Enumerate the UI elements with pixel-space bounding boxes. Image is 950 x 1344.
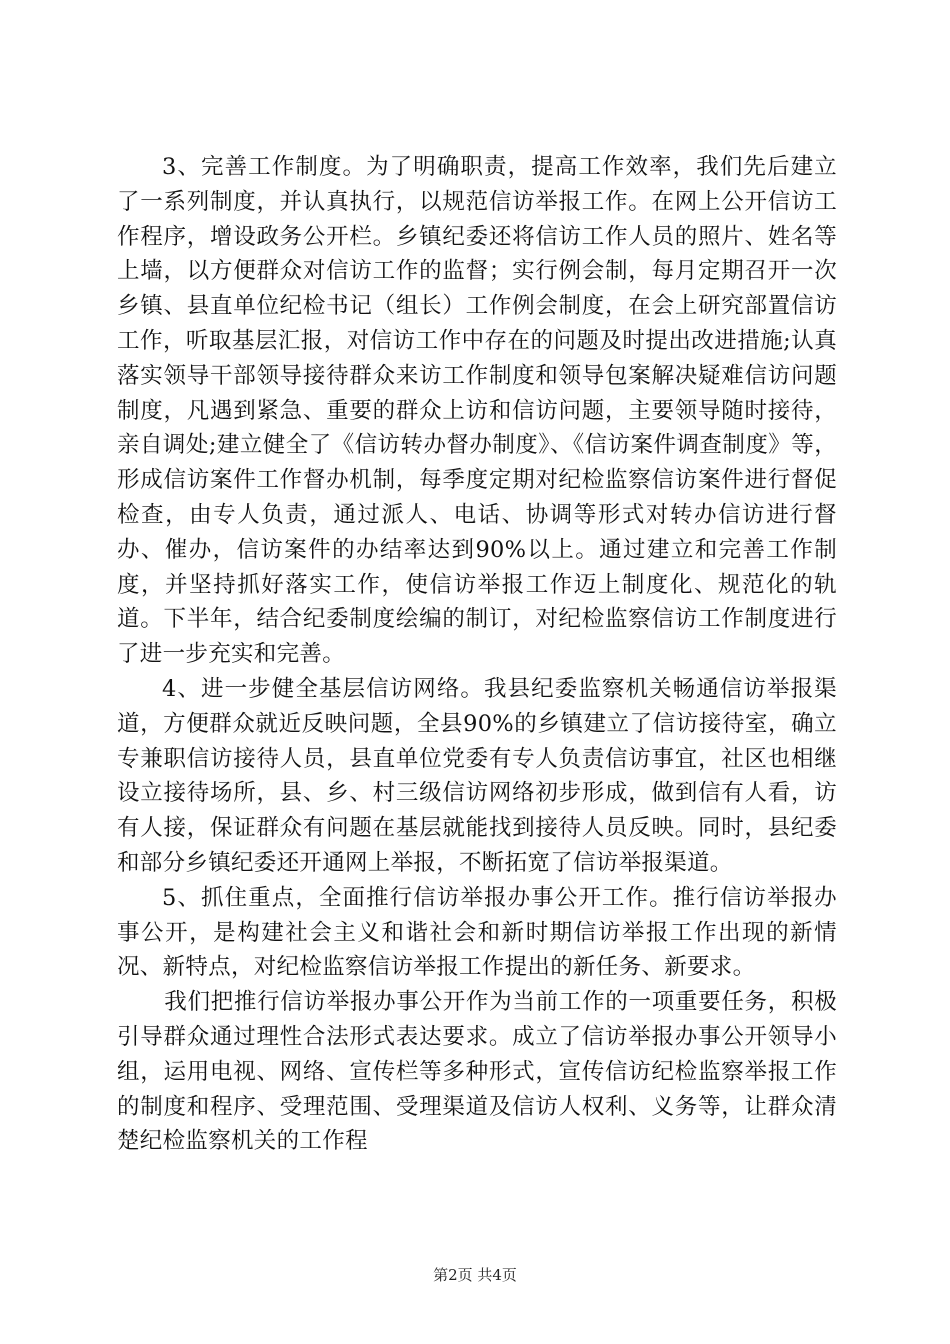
- paragraph-grassroots-network: 4、进一步健全基层信访网络。我县纪委监察机关畅通信访举报渠道，方便群众就近反映问题，全县90%的乡镇建立了信访接待室，确立专兼职信访接待人员，县直单位党委有专人负责信访事宜，社区也相继设立接待场所，县、乡、村三级信访网络初步形成，做到信有人看，访有人接，保证群众有问题在基层就能找到接待人员反映。同时，县纪委和部分乡镇纪委还开通网上举报，不断拓宽了信访举报渠道。: [117, 675, 837, 876]
- document-body: [117, 150, 837, 1159]
- paragraph-transparency: 5、抓住重点，全面推行信访举报办事公开工作。推行信访举报办事公开，是构建社会主义和谐社会和新时期信访举报工作出现的新情况、新特点，对纪检监察信访举报工作提出的新任务、新要求。: [117, 884, 837, 981]
- paragraph-work-system: 3、完善工作制度。为了明确职责，提高工作效率，我们先后建立了一系列制度，并认真执行，以规范信访举报工作。在网上公开信访工作程序，增设政务公开栏。乡镇纪委还将信访工作人员的照片、姓名等上墙，以方便群众对信访工作的监督；实行例会制，每月定期召开一次乡镇、县直单位纪检书记（组长）工作例会制度，在会上研究部置信访工作，听取基层汇报，对信访工作中存在的问题及时提出改进措施;认真落实领导干部领导接待群众来访工作制度和领导包案解决疑难信访问题制度，凡遇到紧急、重要的群众上访和信访问题，主要领导随时接待，亲自调处;建立健全了《信访转办督办制度》、《信访案件调查制度》等，形成信访案件工作督办机制，每季度定期对纪检监察信访案件进行督促检查，由专人负责，通过派人、电话、协调等形式对转办信访进行督办、催办，信访案件的办结率达到90%以上。通过建立和完善工作制度，并坚持抓好落实工作，使信访举报工作迈上制度化、规范化的轨道。下半年，结合纪委制度绘编的制订，对纪检监察信访工作制度进行了进一步充实和完善。: [117, 154, 837, 668]
- paragraph-public-affairs: 我们把推行信访举报办事公开作为当前工作的一项重要任务，积极引导群众通过理性合法形式表达要求。成立了信访举报办事公开领导小组，运用电视、网络、宣传栏等多种形式，宣传信访纪检监察举报工作的制度和程序、受理范围、受理渠道及信访人权利、义务等，让群众清楚纪检监察机关的工作程: [117, 989, 837, 1155]
- page-number-footer: 第2页 共4页: [433, 1266, 517, 1284]
